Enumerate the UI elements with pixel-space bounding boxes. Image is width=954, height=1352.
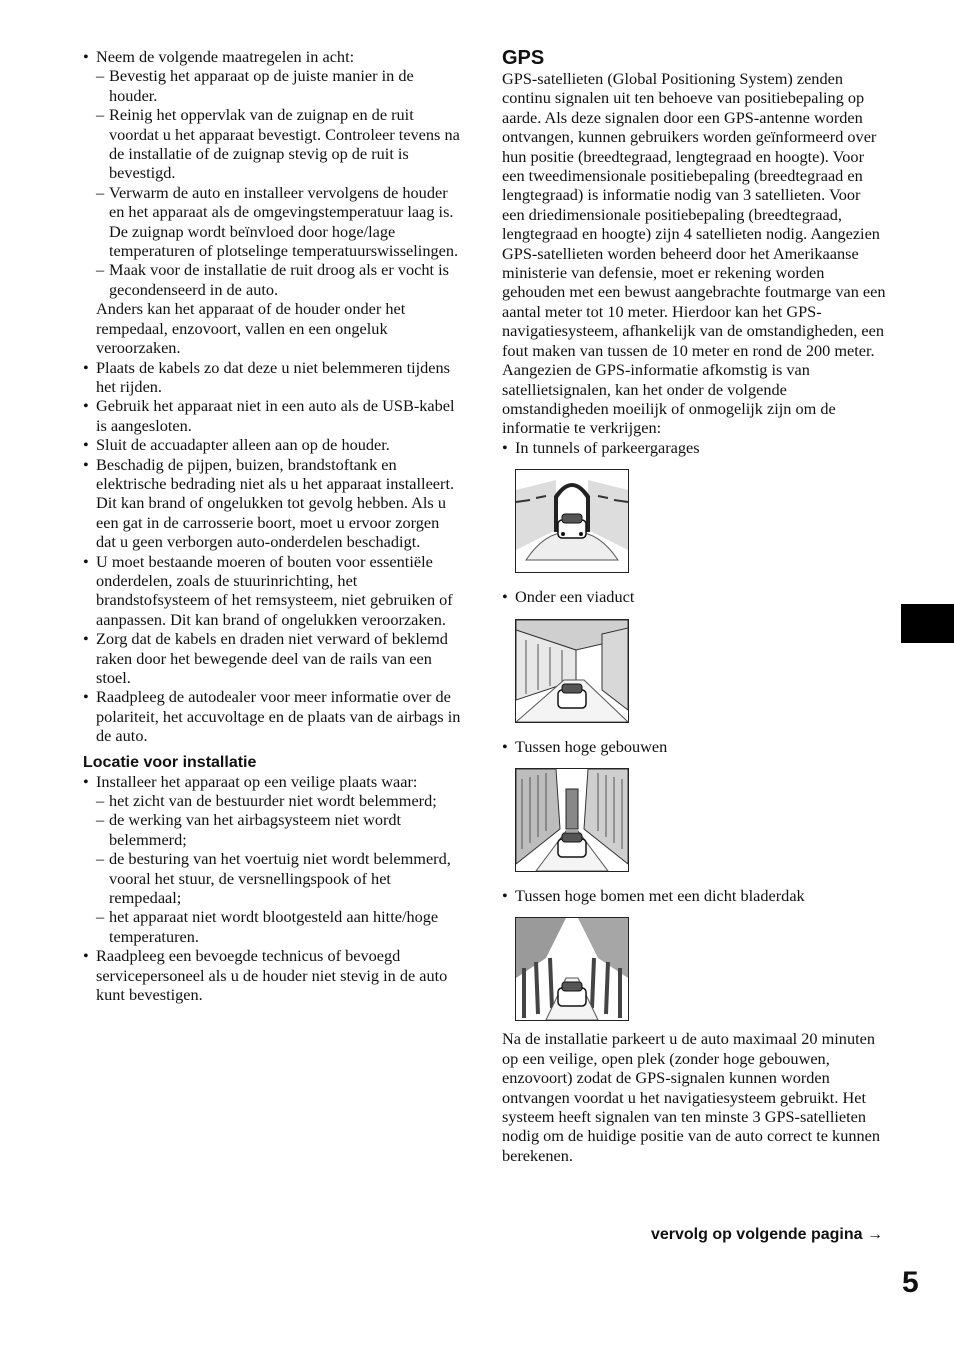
page-number: 5: [902, 1266, 919, 1299]
section-heading-location: Locatie voor installatie: [83, 753, 257, 771]
buildings-illustration: [515, 768, 629, 872]
gps-paragraph: GPS-satellieten (Global Positioning System) zenden continu signalen uit ten behoeve van positiebepaling op aarde. Als deze signalen door een GPS-antenne worden ontvangen, kunnen gebruikers worden geïnformeerd over hun positie (breedtegraad, lengtegraad en hoogte). Voor een tweedimensionale positiebepaling (breedtegraad en lengtegraad) is informatie nodig van 3 satellieten. Voor een driedimensionale positiebepaling (breedtegraad, lengtegraad en hoogte) zijn 4 satellieten nodig. Aangezien GPS-satellieten worden beheerd door het Amerikaanse ministerie van defensie, moet er rekening worden gehouden met een bewust aangebrachte foutmarge van een aantal meter tot 10 meter. Hierdoor kan het GPS-navigatiesysteem, afhankelijk van de omstandigheden, een fout maken van tussen de 10 meter en rond de 200 meter. Aangezien de GPS-informatie afkomstig is van satellietsignalen, kan het onder de volgende omstandigheden moeilijk of onmogelijk zijn om de informatie te verkrijgen:: [502, 69, 886, 438]
section-heading-gps: GPS: [502, 47, 545, 69]
continued-text: vervolg op volgende pagina: [650, 1226, 863, 1243]
list-item: • Sluit de accuadapter alleen aan op de houder.: [83, 435, 463, 454]
list-item: • Raadpleeg de autodealer voor meer informatie over de polariteit, het accuvoltage en de plaats van de airbags in de auto.: [83, 687, 463, 745]
section-thumb-tab: [901, 604, 954, 643]
precaution-item: – Verwarm de auto en installeer vervolgens de houder en het apparaat als de omgevingstemperatuur laag is. De zuignap wordt beïnvloed door hoge/lage temperaturen of plotselinge temperatuurswisselingen.: [83, 183, 463, 261]
trees-illustration: [515, 917, 629, 1021]
location-condition: – de werking van het airbagsysteem niet wordt belemmerd;: [83, 810, 463, 849]
list-item: • Installeer het apparaat op een veilige plaats waar:: [83, 772, 463, 791]
list-item: • Gebruik het apparaat niet in een auto als de USB-kabel is aangesloten.: [83, 396, 463, 435]
closing-paragraph: Na de installatie parkeert u de auto maximaal 20 minuten op een veilige, open plek (zonder hoge gebouwen, enzovoort) zodat de GPS-signalen kunnen worden ontvangen voordat u het navigatiesysteem gebruikt. Het systeem heeft signalen van ten minste 3 GPS-satellieten nodig om de huidige positie van de auto correct te kunnen berekenen.: [502, 1029, 880, 1165]
precaution-item: – Reinig het oppervlak van de zuignap en de ruit voordat u het apparaat bevestigt. Controleer tevens na de installatie of de zuignap stevig op de ruit is bevestigd.: [83, 105, 463, 183]
continued-note: [651, 1226, 883, 1244]
list-item: • Plaats de kabels zo dat deze u niet belemmeren tijdens het rijden.: [83, 358, 463, 397]
right-column: [502, 47, 887, 1165]
viaduct-illustration: [515, 619, 629, 723]
list-item: • Raadpleeg een bevoegde technicus of bevoegd servicepersoneel als u de houder niet stevig in de auto kunt bevestigen.: [83, 946, 463, 1004]
list-item: • Zorg dat de kabels en draden niet verward of beklemd raken door het bewegende deel van de rails van een stoel.: [83, 629, 463, 687]
condition-item: • Onder een viaduct: [502, 587, 887, 606]
precaution-item: – Bevestig het apparaat op de juiste manier in de houder.: [83, 66, 463, 105]
precautions-intro: Neem de volgende maatregelen in acht:: [96, 47, 355, 66]
condition-item: • In tunnels of parkeergarages: [502, 438, 887, 457]
arrow-right-icon: →: [867, 1226, 883, 1243]
location-condition: – het zicht van de bestuurder niet wordt belemmerd;: [83, 791, 463, 810]
left-column: [83, 47, 463, 1005]
list-item: • Beschadig de pijpen, buizen, brandstoftank en elektrische bedrading niet als u het apparaat installeert. Dit kan brand of ongelukken tot gevolg hebben. Als u een gat in de carrosserie boort, moet u ervoor zorgen dat u geen verborgen auto-onderdelen beschadigt.: [83, 455, 463, 552]
location-condition: – het apparaat niet wordt blootgesteld aan hitte/hoge temperaturen.: [83, 907, 463, 946]
list-item: • U moet bestaande moeren of bouten voor essentiële onderdelen, zoals de stuurinrichting, het brandstofsysteem of het remsysteem, niet gebruiken of aanpassen. Dit kan brand of ongelukken veroorzaken.: [83, 552, 463, 630]
tunnel-illustration: [515, 469, 629, 573]
condition-item: • Tussen hoge bomen met een dicht bladerdak: [502, 886, 887, 905]
location-condition: – de besturing van het voertuig niet wordt belemmerd, vooral het stuur, de versnellingspook of het rempedaal;: [83, 849, 463, 907]
precautions-bullet: [83, 47, 463, 66]
precautions-note: Anders kan het apparaat of de houder onder het rempedaal, enzovoort, vallen en een ongeluk veroorzaken.: [96, 299, 406, 358]
condition-item: • Tussen hoge gebouwen: [502, 737, 887, 756]
precaution-item: – Maak voor de installatie de ruit droog als er vocht is gecondenseerd in de auto.: [83, 260, 463, 299]
